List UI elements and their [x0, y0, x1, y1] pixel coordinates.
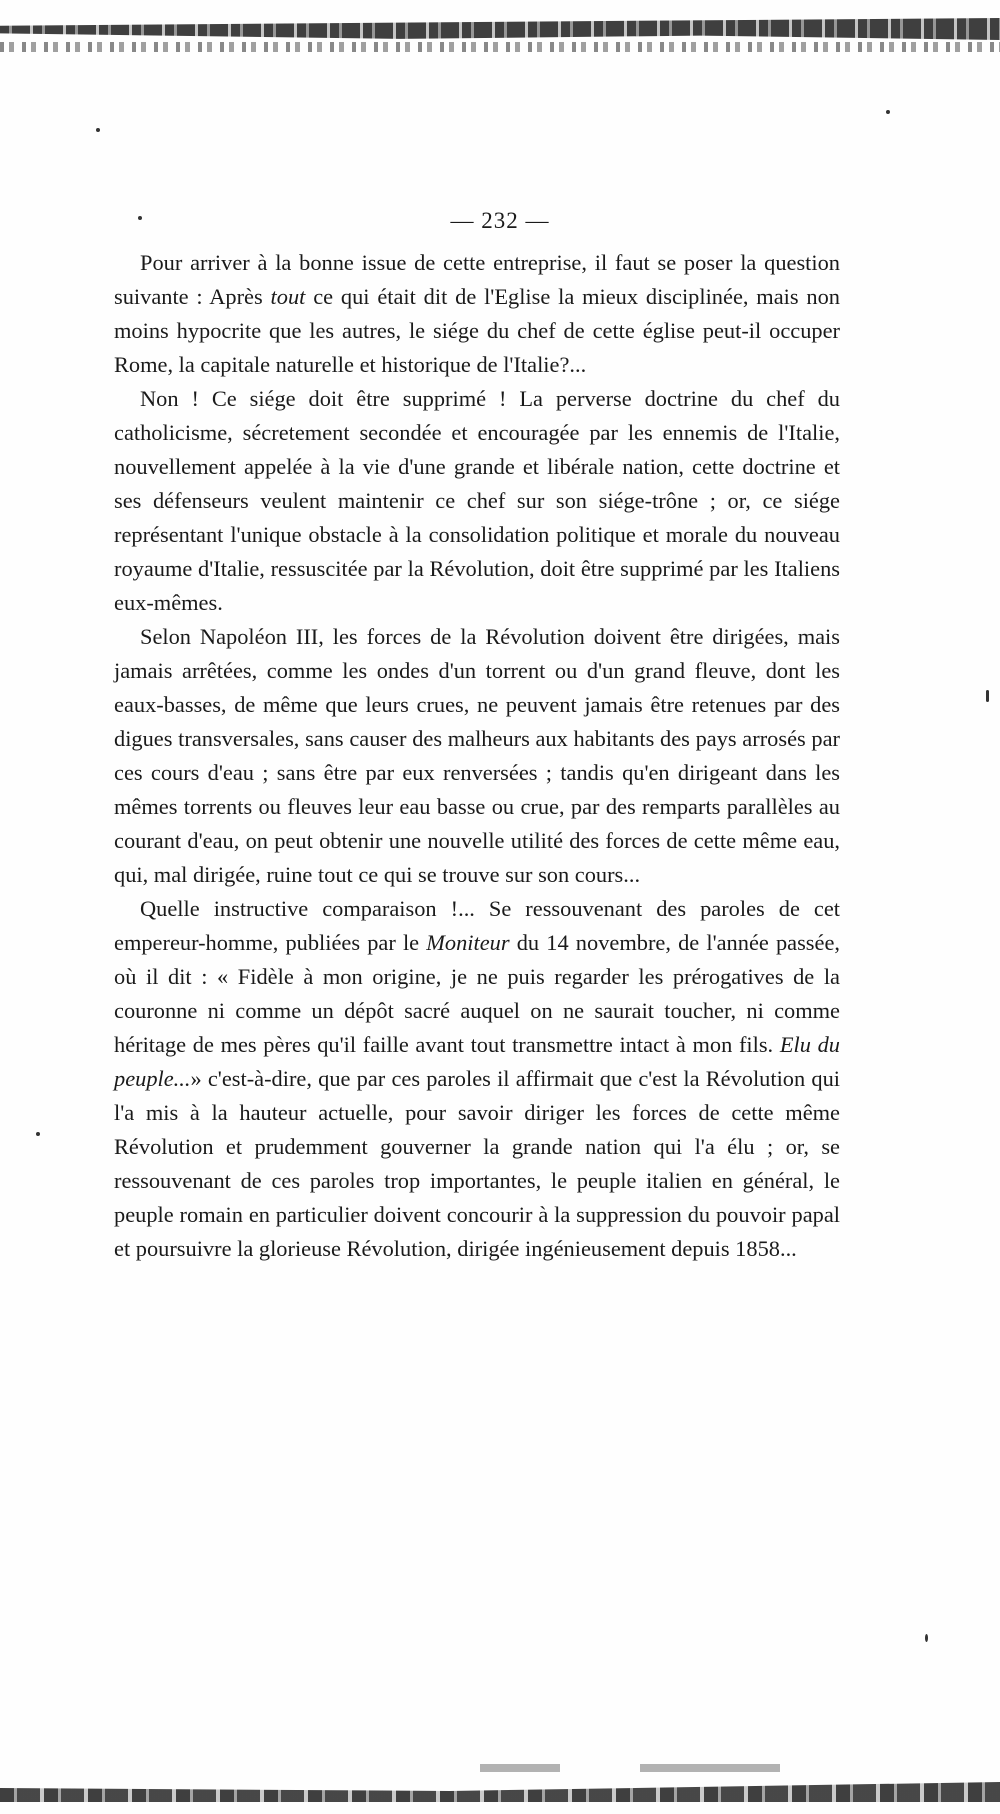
paragraph-2 [114, 382, 840, 620]
paragraph-4 [114, 892, 840, 1266]
italic-run: Moniteur [426, 930, 510, 955]
paragraph-3 [114, 620, 840, 892]
text-run: Selon Napoléon III, les forces de la Révolution doivent être dirigées, mais jamais arrêtées, comme les ondes d'un torrent ou d'un grand fleuve, dont les eaux-basses, de même que leurs crues, ne peuvent jamais être retenues par des digues transversales, sans causer des malheurs aux habitants des pays arrosés par ces cours d'eau ; sans être par eux renversées ; tandis qu'en dirigeant dans les mêmes torrents ou fleuves leur eau basse ou crue, par des remparts parallèles au courant d'eau, on peut obtenir une nouvelle utilité des forces de cette même eau, qui, mal dirigée, ruine tout ce qui se trouve sur son cours... [114, 624, 840, 887]
scan-speck [886, 110, 890, 114]
body-text [114, 246, 840, 1266]
scan-speck [986, 690, 989, 702]
text-run: Quelle instructive comparaison !... Se ressouvenant des paroles de cet empereur-homme, publiées par le [114, 896, 840, 955]
text-run: ce qui était dit de l'Eglise la mieux disciplinée, mais non moins hypocrite que les autres, le siége du chef de cette église peut-il occuper Rome, la capitale naturelle et historique de l'Italie?... [114, 284, 840, 377]
scan-speck [36, 1132, 40, 1136]
page-number: — 232 — [450, 208, 550, 233]
bottom-scan-edge [0, 1782, 1000, 1802]
top-scan-edge-noise [0, 42, 1000, 52]
text-run: Non ! Ce siége doit être supprimé ! La perverse doctrine du chef du catholicisme, sécretement secondée et encouragée par les ennemis de l'Italie, nouvellement appelée à la vie d'une grande et libérale nation, cette doctrine et ses défenseurs veulent maintenir ce chef sur son siége-trône ; or, ce siége représentant l'unique obstacle à la consolidation politique et morale du nouveau royaume d'Italie, ressuscitée par la Révolution, doit être supprimé par les Italiens eux-mêmes. [114, 386, 840, 615]
text-run: Pour arriver à la bonne issue de cette entreprise, il faut se poser la question suivante : Après [114, 250, 840, 309]
scan-speck [925, 1634, 928, 1642]
italic-run: tout [270, 284, 306, 309]
italic-run: Elu du peuple... [114, 1032, 840, 1091]
text-run: » c'est-à-dire, que par ces paroles il affirmait que c'est la Révolution qui l'a mis à la hauteur actuelle, pour savoir diriger les forces de cette même Révolution et prudemment gouverner la grande nation qui l'a élu ; or, se ressouvenant de ces paroles trop importantes, le peuple italien en général, le peuple romain en particulier doivent concourir à la suppression du pouvoir papal et poursuivre la glorieuse Révolution, dirigée ingénieusement depuis 1858... [114, 1066, 840, 1261]
paragraph-1 [114, 246, 840, 382]
top-scan-edge [0, 18, 1000, 40]
bottom-scan-edge-noise [0, 1764, 1000, 1772]
text-run: du 14 novembre, de l'année passée, où il dit : « Fidèle à mon origine, je ne puis regarder les prérogatives de la couronne ni comme un dépôt sacré auquel on ne saurait toucher, ni comme héritage de mes pères qu'il faille avant tout transmettre intact à mon fils. [114, 930, 840, 1057]
scan-speck [96, 128, 100, 132]
